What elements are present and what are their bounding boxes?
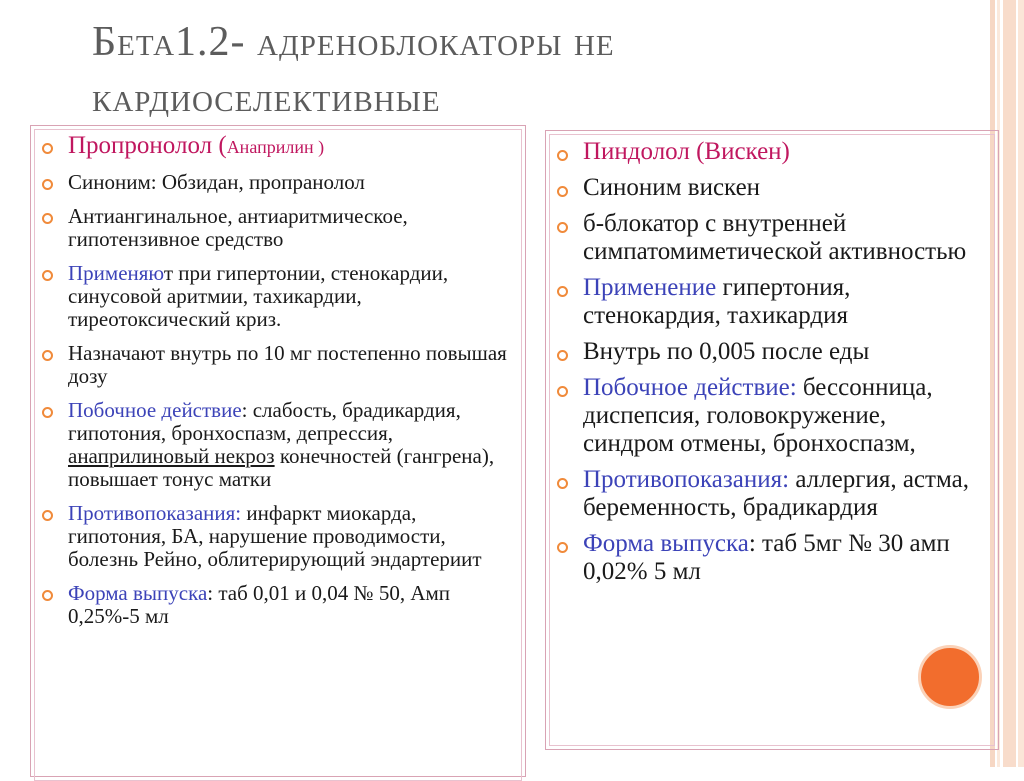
list-item bbox=[555, 466, 975, 522]
mechanism-text: б-блокатор с внутренней симпатомиметической активностью bbox=[583, 210, 967, 265]
dosing-text: Назначают внутрь по 10 мг постепенно повышая дозу bbox=[68, 341, 507, 388]
bullet-circle-icon bbox=[557, 222, 568, 233]
apply-text: гипертония, стенокардия, тахикардия bbox=[583, 274, 851, 329]
contraindications-text: аллергия, астма, беременность, брадикардия bbox=[583, 466, 969, 521]
side-effects-text: : слабость, брадикардия, гипотония, бронхоспазм, депрессия, bbox=[68, 398, 461, 445]
list-item bbox=[40, 262, 515, 331]
release-form-text: : таб 0,01 и 0,04 № 50, Амп 0,25%-5 мл bbox=[68, 581, 451, 628]
decor-circle bbox=[918, 645, 982, 709]
bullet-circle-icon bbox=[557, 350, 568, 361]
release-form-text: : таб 5мг № 30 амп 0,02% 5 мл bbox=[583, 530, 950, 585]
list-item bbox=[555, 210, 975, 266]
bullet-circle-icon bbox=[42, 510, 53, 521]
side-effects-text: бессонница, диспепсия, головокружение, синдром отмены, бронхоспазм, bbox=[583, 374, 933, 457]
bullet-circle-icon bbox=[42, 213, 53, 224]
bullet-circle-icon bbox=[42, 270, 53, 281]
side-effects-underlined: анаприлиновый некроз bbox=[68, 444, 275, 468]
contraindications-text: инфаркт миокарда, гипотония, БА, нарушение проводимости, болезнь Рейно, облитерирующий эндартериит bbox=[68, 501, 482, 571]
bullet-circle-icon bbox=[557, 186, 568, 197]
bullet-circle-icon bbox=[42, 407, 53, 418]
bullet-circle-icon bbox=[557, 286, 568, 297]
contraindications-label: Противопоказания: bbox=[583, 466, 790, 493]
list-item bbox=[40, 171, 515, 194]
list-item bbox=[555, 374, 975, 458]
drug-trade-name: Анаприлин ) bbox=[226, 137, 325, 157]
bullet-circle-icon bbox=[42, 350, 53, 361]
synonym-text: Синоним: Обзидан, пропранолол bbox=[68, 170, 365, 194]
release-form-label: Форма выпуска bbox=[583, 530, 749, 557]
list-item bbox=[555, 338, 975, 366]
synonym-text: Синоним вискен bbox=[583, 174, 761, 201]
contraindications-label: Противопоказания: bbox=[68, 501, 242, 525]
list-item bbox=[40, 205, 515, 251]
side-effects-text-2: конечностей (гангрена), повышает тонус матки bbox=[68, 444, 495, 491]
side-effects-label: Побочное действие bbox=[68, 398, 242, 422]
release-form-label: Форма выпуска bbox=[68, 581, 208, 605]
list-item bbox=[40, 502, 515, 571]
apply-text: т при гипертонии, стенокардии, синусовой аритмии, тахикардии, тиреотоксический криз. bbox=[68, 261, 449, 331]
drug-name: Пиндолол (Вискен) bbox=[583, 138, 790, 165]
apply-label: Применение bbox=[583, 274, 717, 301]
bullet-circle-icon bbox=[42, 143, 53, 154]
decor-stripe bbox=[1018, 0, 1024, 767]
list-item bbox=[40, 582, 515, 628]
list-item bbox=[40, 342, 515, 388]
list-item bbox=[40, 399, 515, 491]
list-item bbox=[555, 274, 975, 330]
side-effects-label: Побочное действие: bbox=[583, 374, 797, 401]
right-bullet-list bbox=[555, 138, 975, 594]
bullet-circle-icon bbox=[42, 179, 53, 190]
bullet-circle-icon bbox=[557, 386, 568, 397]
list-item bbox=[555, 138, 975, 166]
slide-title: Бета1.2- адреноблокаторы не кардиоселективные bbox=[92, 19, 615, 121]
apply-label: Применяю bbox=[68, 261, 164, 285]
bullet-circle-icon bbox=[557, 542, 568, 553]
list-item bbox=[555, 530, 975, 586]
decor-stripe bbox=[1003, 0, 1016, 767]
bullet-circle-icon bbox=[42, 590, 53, 601]
bullet-circle-icon bbox=[557, 150, 568, 161]
left-bullet-list bbox=[40, 132, 515, 639]
drug-name: Пропронолол ( bbox=[68, 132, 227, 159]
indication-class-text: Антиангинальное, антиаритмическое, гипотензивное средство bbox=[68, 204, 408, 251]
dosing-text: Внутрь по 0,005 после еды bbox=[583, 338, 870, 365]
bullet-circle-icon bbox=[557, 478, 568, 489]
list-item bbox=[555, 174, 975, 202]
list-item bbox=[40, 132, 515, 161]
